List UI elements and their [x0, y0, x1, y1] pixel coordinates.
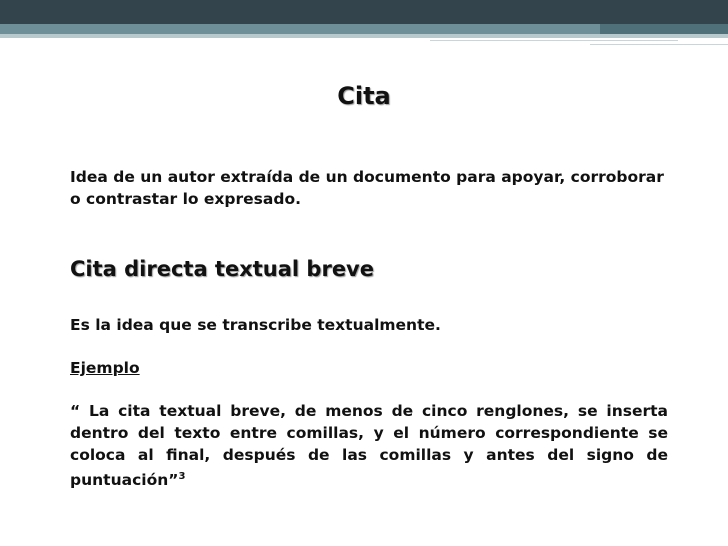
header-band-teal-accent — [600, 24, 728, 34]
header-band-dark — [0, 0, 728, 24]
example-label: Ejemplo — [70, 359, 140, 377]
description-text: Es la idea que se transcribe textualmente. — [70, 316, 441, 334]
slide-title: Cita — [337, 82, 391, 110]
footnote-marker: 3 — [178, 471, 186, 482]
header-rule-line — [430, 40, 678, 41]
header-band-light — [0, 34, 728, 38]
example-quote — [70, 400, 668, 491]
definition-text: Idea de un autor extraída de un documento para apoyar, corroborar o contrastar lo expresado. — [70, 168, 664, 208]
quote-text: “ La cita textual breve, de menos de cinco renglones, se inserta dentro del texto entre comillas, y el número correspondiente se coloca al final, después de las comillas y antes del signo de puntuación” — [70, 402, 668, 490]
header-rule-line — [590, 44, 728, 45]
section-subtitle: Cita directa textual breve — [70, 257, 374, 281]
